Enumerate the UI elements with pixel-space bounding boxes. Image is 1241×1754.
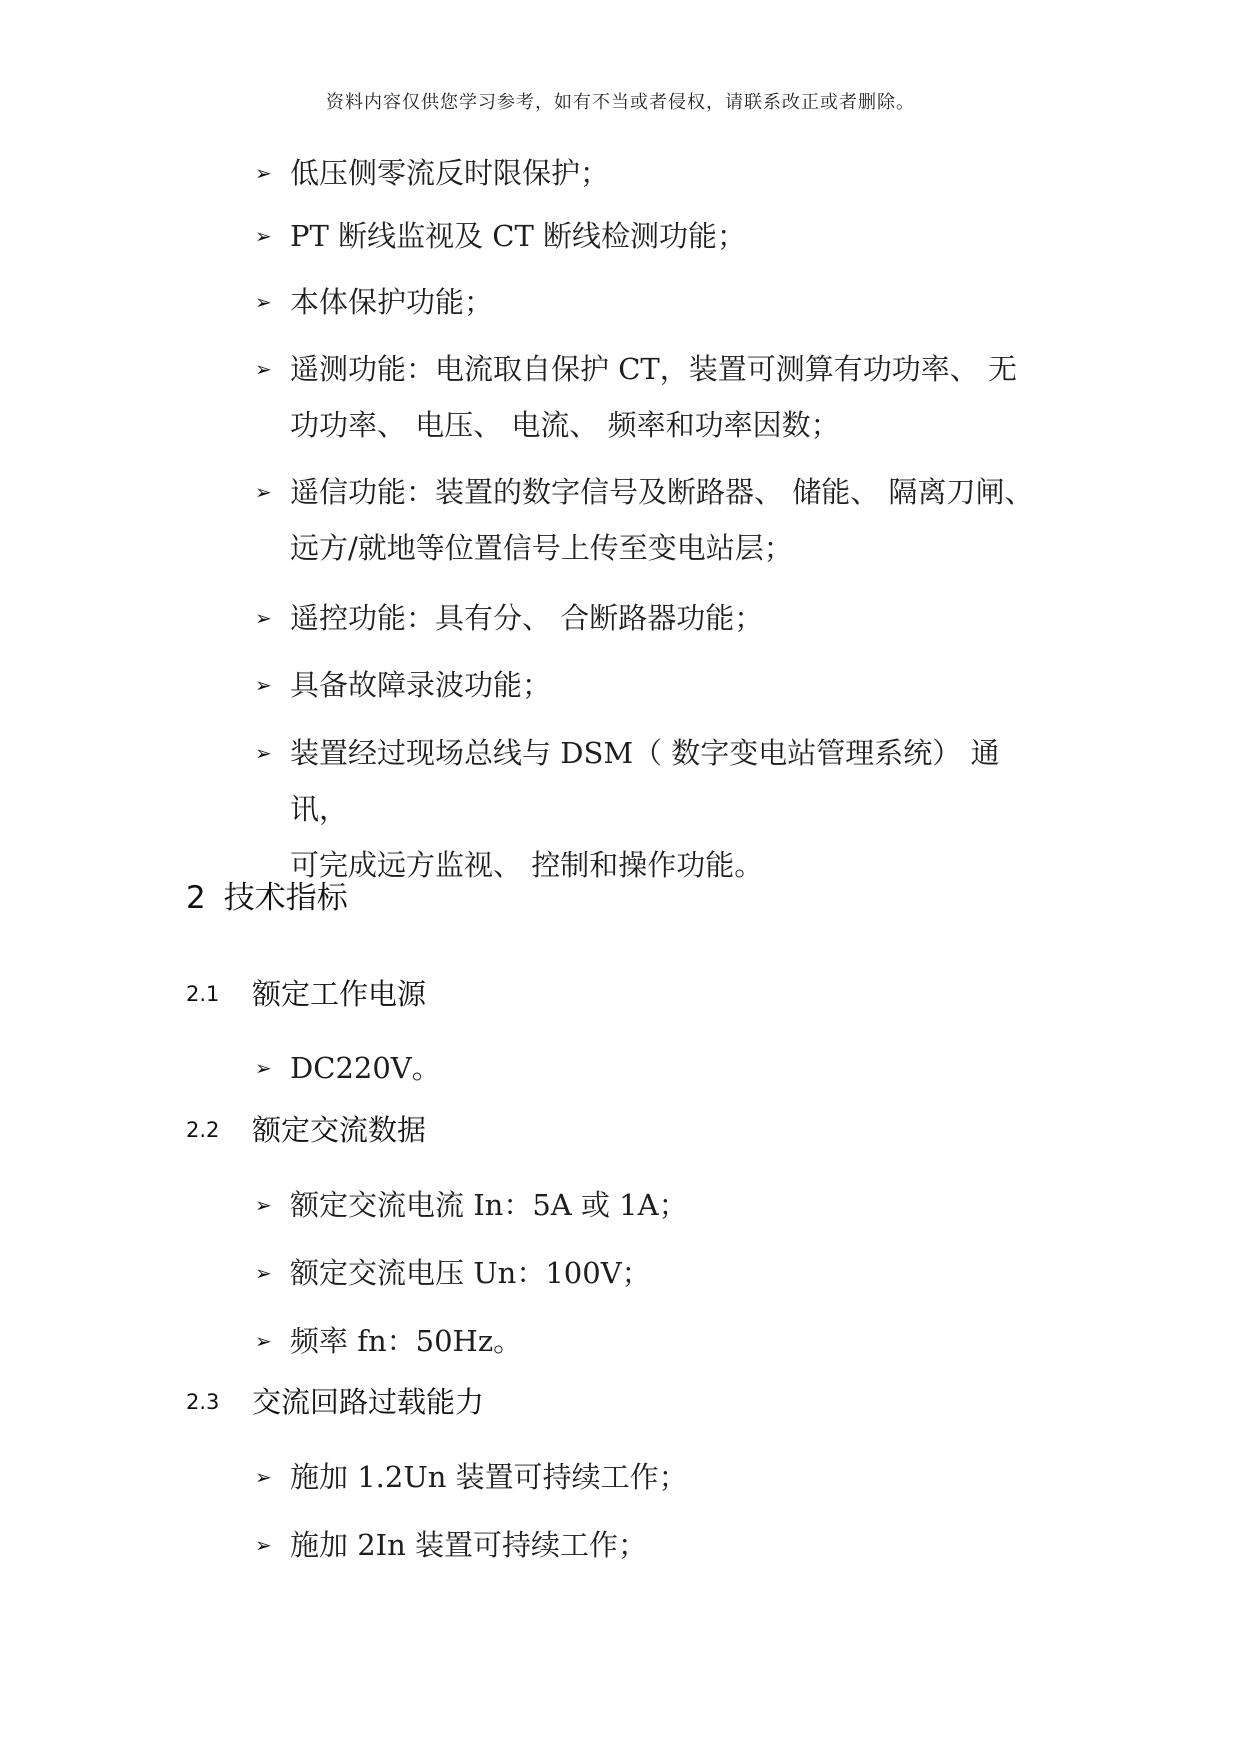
list-item-text: 施加 2In 装置可持续工作；: [290, 1528, 648, 1562]
subsection-title: 额定工作电源: [252, 977, 427, 1011]
section-number: 2: [186, 880, 206, 916]
section-title: 技术指标: [223, 880, 348, 916]
list-item-text: 低压侧零流反时限保护；: [290, 156, 610, 190]
list-item-text: 遥控功能：具有分、 合断路器功能；: [290, 601, 764, 635]
list-item-text: PT 断线监视及 CT 断线检测功能；: [290, 219, 747, 253]
list-item-text-continued: 功功率、 电压、 电流、 频率和功率因数；: [290, 408, 840, 442]
list-item: [255, 274, 1055, 330]
arrow-bullet-icon: ➢: [255, 1056, 272, 1080]
subsection-number: 2.3: [186, 1390, 220, 1414]
list-item-text: 具备故障录波功能；: [290, 668, 552, 702]
list-item-text: 施加 1.2Un 装置可持续工作；: [290, 1460, 688, 1494]
list-item-text: 额定交流电压 Un：100V；: [290, 1256, 651, 1290]
arrow-bullet-icon: ➢: [255, 480, 272, 504]
subsection-heading: [186, 1108, 426, 1149]
list-item: [255, 208, 1055, 264]
arrow-bullet-icon: ➢: [255, 1261, 272, 1285]
list-item: [255, 725, 1055, 893]
list-item-text: 装置经过现场总线与 DSM（ 数字变电站管理系统） 通讯，: [290, 736, 1000, 826]
subsection-number: 2.2: [186, 1118, 220, 1142]
subsection-heading: [186, 1380, 484, 1421]
arrow-bullet-icon: ➢: [255, 161, 272, 185]
list-item: [255, 1313, 1055, 1369]
arrow-bullet-icon: ➢: [255, 673, 272, 697]
subsection-title: 额定交流数据: [252, 1113, 427, 1147]
subsection-number: 2.1: [186, 982, 220, 1006]
subsection-title: 交流回路过载能力: [252, 1385, 485, 1419]
list-item: [255, 145, 1055, 201]
list-item: [255, 1040, 1055, 1096]
subsection-heading: [186, 972, 426, 1013]
list-item: [255, 1245, 1055, 1301]
list-item: [255, 657, 1055, 713]
list-item: [255, 1449, 1055, 1505]
list-item: [255, 1517, 1055, 1573]
list-item: [255, 341, 1055, 453]
list-item: [255, 590, 1055, 646]
arrow-bullet-icon: ➢: [255, 1329, 272, 1353]
arrow-bullet-icon: ➢: [255, 606, 272, 630]
arrow-bullet-icon: ➢: [255, 1193, 272, 1217]
list-item-text: 本体保护功能；: [290, 285, 494, 319]
list-item-text: 频率 fn：50Hz。: [290, 1324, 523, 1358]
list-item-text: 遥测功能：电流取自保护 CT，装置可测算有功功率、 无: [290, 352, 1017, 386]
arrow-bullet-icon: ➢: [255, 224, 272, 248]
arrow-bullet-icon: ➢: [255, 290, 272, 314]
list-item-text: DC220V。: [290, 1051, 441, 1085]
arrow-bullet-icon: ➢: [255, 1533, 272, 1557]
list-item-text-continued: 远方/就地等位置信号上传至变电站层；: [290, 531, 793, 565]
header-disclaimer: 资料内容仅供您学习参考，如有不当或者侵权，请联系改正或者删除。: [326, 92, 915, 113]
arrow-bullet-icon: ➢: [255, 357, 272, 381]
list-item-text: 遥信功能：装置的数字信号及断路器、 储能、 隔离刀闸、: [290, 475, 1034, 509]
arrow-bullet-icon: ➢: [255, 1465, 272, 1489]
list-item: [255, 464, 1055, 576]
section-heading: [186, 872, 348, 917]
arrow-bullet-icon: ➢: [255, 741, 272, 765]
list-item: [255, 1177, 1055, 1233]
list-item-text-continued: 可完成远方监视、 控制和操作功能。: [290, 848, 764, 882]
list-item-text: 额定交流电流 In：5A 或 1A；: [290, 1188, 688, 1222]
